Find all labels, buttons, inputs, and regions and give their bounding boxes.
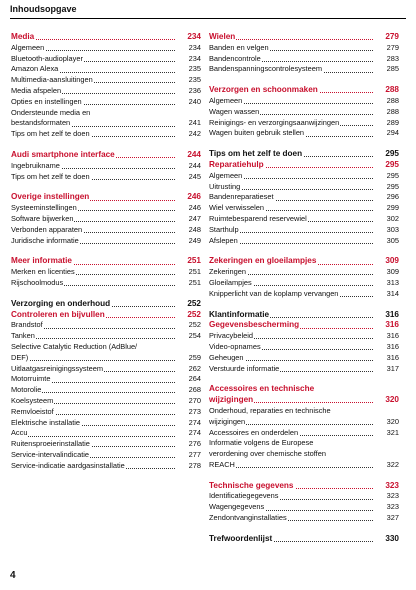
toc-entry-title: Verbonden apparaten	[11, 224, 83, 234]
toc-entry[interactable]	[11, 418, 201, 429]
toc-entry-title: REACH	[209, 459, 235, 469]
toc-entry[interactable]	[209, 289, 399, 300]
toc-entry-title: Onderhoud, reparaties en technische	[209, 405, 331, 415]
toc-page-number: 283	[375, 54, 399, 65]
toc-page-number: 252	[177, 299, 201, 310]
toc-page-number: 245	[177, 172, 201, 183]
toc-entry[interactable]	[209, 406, 399, 417]
toc-entry-title: Reinigings- en verzorgingsaanwijzingen	[209, 117, 340, 127]
toc-entry-title: Accessoires en technische	[209, 384, 315, 394]
toc-entry-title: Algemeen	[209, 95, 243, 105]
toc-entry[interactable]	[11, 461, 201, 472]
toc-entry-title: Overige instellingen	[11, 192, 90, 202]
toc-entry-title: Remvloeistof	[11, 406, 54, 416]
toc-entry[interactable]	[209, 182, 399, 193]
toc-page-number: 323	[375, 481, 399, 492]
toc-entry-title: Elektrische installatie	[11, 417, 81, 427]
toc-entry[interactable]	[11, 450, 201, 461]
toc-page-number: 295	[375, 160, 399, 171]
toc-page-number: 248	[177, 225, 201, 236]
toc-entry-title: Accu	[11, 428, 28, 438]
toc-entry-title: Accessoires en onderdelen	[209, 427, 299, 437]
toc-entry[interactable]	[11, 342, 201, 353]
toc-entry[interactable]	[209, 449, 399, 460]
toc-section-heading[interactable]	[209, 320, 399, 331]
toc-entry[interactable]	[11, 75, 201, 86]
toc-entry[interactable]	[209, 107, 399, 118]
toc-page-number: 244	[177, 161, 201, 172]
toc-entry-title: verordening over chemische stoffen	[209, 449, 326, 459]
toc-page-number: 289	[375, 118, 399, 129]
toc-entry-title: Tanken	[11, 331, 35, 341]
toc-entry-title: Knipperlicht van de koplamp vervangen	[209, 288, 339, 298]
toc-entry[interactable]	[11, 428, 201, 439]
toc-entry[interactable]	[11, 331, 201, 342]
toc-entry-title: Media	[11, 32, 35, 41]
toc-page-number: 299	[375, 203, 399, 214]
toc-entry-title: Koelsysteem	[11, 395, 54, 405]
toc-entry-title: Service-intervalindicatie	[11, 449, 90, 459]
toc-entry-title: Bandenreparatieset	[209, 192, 274, 202]
toc-page-number: 234	[177, 54, 201, 65]
toc-entry-title: Informatie volgens de Europese	[209, 438, 314, 448]
toc-page-number: 240	[177, 97, 201, 108]
toc-entry-title: Media afspelen	[11, 85, 62, 95]
toc-entry[interactable]	[209, 192, 399, 203]
toc-page-number: 317	[375, 364, 399, 375]
toc-page-number: 305	[375, 236, 399, 247]
toc-page-number: 241	[177, 118, 201, 129]
toc-entry-title: Tips om het zelf te doen	[11, 171, 90, 181]
toc-entry-title: Privacybeleid	[209, 331, 253, 341]
toc-page-number: 321	[375, 428, 399, 439]
page-header	[10, 4, 406, 19]
toc-page-number: 309	[375, 256, 399, 267]
toc-page-number: 268	[177, 385, 201, 396]
page-title: Inhoudsopgave	[10, 4, 77, 14]
toc-entry-title: Wielen	[209, 32, 236, 41]
toc-entry[interactable]	[209, 64, 399, 75]
toc-entry-title: Ruimtebesparend reservewiel	[209, 213, 307, 223]
toc-entry-title: Video-opnames	[209, 341, 261, 351]
toc-section-heading[interactable]	[11, 32, 201, 43]
toc-page-number: 274	[177, 418, 201, 429]
toc-page-number: 274	[177, 428, 201, 439]
toc-page-number: 330	[375, 534, 399, 545]
toc-page-number: 251	[177, 256, 201, 267]
toc-entry-title: Motorruimte	[11, 374, 51, 384]
toc-page-number: 288	[375, 96, 399, 107]
toc-entry-title: Algemeen	[209, 170, 243, 180]
toc-page-number: 249	[177, 236, 201, 247]
toc-entry-title: Controleren en bijvullen	[11, 309, 105, 319]
toc-entry[interactable]	[209, 171, 399, 182]
page-number: 4	[10, 570, 16, 581]
toc-entry[interactable]	[209, 460, 399, 471]
toc-column-right	[209, 32, 399, 545]
toc-page-number: 316	[375, 353, 399, 364]
toc-entry-title: Wagengegevens	[209, 502, 265, 512]
toc-page-number: 251	[177, 267, 201, 278]
toc-entry-title: Wagen wassen	[209, 106, 260, 116]
toc-page-number: 234	[177, 43, 201, 54]
toc-section-heading[interactable]	[209, 384, 399, 395]
toc-entry-title: DEF)	[11, 352, 29, 362]
dot-leader	[11, 436, 175, 437]
dot-leader	[11, 360, 175, 361]
toc-entry[interactable]	[209, 236, 399, 247]
toc-entry[interactable]	[209, 214, 399, 225]
toc-entry[interactable]	[209, 417, 399, 428]
toc-entry-title: Klantinformatie	[209, 309, 270, 319]
toc-entry-title: Gegevensbescherming	[209, 320, 300, 330]
toc-entry[interactable]	[209, 278, 399, 289]
toc-entry[interactable]	[209, 267, 399, 278]
toc-section-heading[interactable]	[209, 160, 399, 171]
toc-entry[interactable]	[11, 396, 201, 407]
toc-page-number: 264	[177, 374, 201, 385]
toc-page-number: 322	[375, 460, 399, 471]
toc-entry-title: Meer informatie	[11, 256, 72, 266]
toc-entry-title: Bandencontrole	[209, 53, 261, 63]
toc-page-number: 323	[375, 491, 399, 502]
toc-page-number: 279	[375, 32, 399, 43]
toc-entry[interactable]	[11, 374, 201, 385]
toc-page-number: 270	[177, 396, 201, 407]
toc-page-number: 246	[177, 192, 201, 203]
toc-entry[interactable]	[209, 353, 399, 364]
toc-page-number: 323	[375, 502, 399, 513]
toc-page-number: 279	[375, 43, 399, 54]
toc-entry[interactable]	[11, 86, 201, 97]
toc-entry[interactable]	[11, 97, 201, 108]
toc-page-number: 236	[177, 86, 201, 97]
toc-page-number: 288	[375, 107, 399, 118]
toc-entry-title: Merken en licenties	[11, 267, 75, 277]
toc-entry-title: Rijschoolmodus	[11, 277, 64, 287]
toc-section-heading[interactable]	[209, 85, 399, 96]
toc-entry[interactable]	[209, 54, 399, 65]
toc-page-number: 320	[375, 417, 399, 428]
toc-entry[interactable]	[209, 502, 399, 513]
toc-entry-title: Zekeringen	[209, 267, 246, 277]
toc-entry[interactable]	[209, 438, 399, 449]
toc-page-number: 295	[375, 171, 399, 182]
toc-entry-title: Service-indicatie aardgasinstallatie	[11, 460, 125, 470]
toc-section-heading[interactable]	[209, 32, 399, 43]
dot-leader	[11, 39, 175, 40]
toc-entry[interactable]	[11, 129, 201, 140]
toc-page-number: 242	[177, 129, 201, 140]
toc-page-number: 316	[375, 320, 399, 331]
toc-entry-title: Ondersteunde media en	[11, 107, 91, 117]
toc-entry[interactable]	[11, 54, 201, 65]
toc-page-number: 259	[177, 353, 201, 364]
toc-page-number: 247	[177, 214, 201, 225]
toc-page-number: 285	[375, 64, 399, 75]
toc-section-heading[interactable]	[209, 256, 399, 267]
toc-entry[interactable]	[209, 331, 399, 342]
toc-entry-title: Ruitensproeierinstallatie	[11, 439, 90, 449]
toc-entry-title: Systeeminstellingen	[11, 203, 77, 213]
toc-entry[interactable]	[11, 214, 201, 225]
toc-section-heading[interactable]	[209, 310, 399, 321]
toc-entry[interactable]	[11, 439, 201, 450]
toc-page-number: 296	[375, 192, 399, 203]
toc-entry[interactable]	[11, 43, 201, 54]
toc-entry[interactable]	[11, 64, 201, 75]
toc-page-number: 294	[375, 128, 399, 139]
toc-entry-title: Opties en instellingen	[11, 96, 82, 106]
toc-entry-title: Banden en velgen	[209, 42, 269, 52]
toc-page-number: 252	[177, 320, 201, 331]
toc-entry-title: Geheugen	[209, 352, 244, 362]
toc-section-heading[interactable]	[11, 310, 201, 321]
toc-page-number: 235	[177, 64, 201, 75]
toc-page-number: 262	[177, 364, 201, 375]
toc-page-number: 251	[177, 278, 201, 289]
toc-entry[interactable]	[209, 118, 399, 129]
toc-page-number: 314	[375, 289, 399, 300]
toc-entry-title: Verzorgen en schoonmaken	[209, 85, 318, 95]
toc-page-number: 302	[375, 214, 399, 225]
toc-entry[interactable]	[209, 225, 399, 236]
toc-page-number: 288	[375, 85, 399, 96]
toc-entry-title: Afslepen	[209, 235, 238, 245]
toc-column-left	[11, 32, 201, 471]
toc-entry-title: Verstuurde informatie	[209, 363, 280, 373]
toc-page-number: 295	[375, 182, 399, 193]
toc-entry[interactable]	[11, 236, 201, 247]
toc-section-heading[interactable]	[11, 192, 201, 203]
toc-entry-title: Software bijwerken	[11, 213, 74, 223]
toc-entry-title: Ingebruikname	[11, 160, 60, 170]
toc-entry-title: Gloeilampjes	[209, 277, 252, 287]
toc-entry[interactable]	[11, 108, 201, 119]
toc-entry[interactable]	[209, 342, 399, 353]
toc-entry-title: Zekeringen en gloeilampjes	[209, 256, 317, 266]
toc-entry-title: bestandsformaten	[11, 118, 71, 128]
toc-section-heading[interactable]	[209, 481, 399, 492]
toc-entry[interactable]	[11, 385, 201, 396]
toc-entry-title: Reparatiehulp	[209, 159, 264, 169]
toc-page-number: 252	[177, 310, 201, 321]
toc-entry-title: Technische gegevens	[209, 480, 294, 490]
toc-section-heading[interactable]	[11, 150, 201, 161]
toc-entry-title: Multimedia-aansluitingen	[11, 75, 93, 85]
toc-page-number: 316	[375, 310, 399, 321]
toc-page-number: 246	[177, 203, 201, 214]
toc-entry-title: Algemeen	[11, 42, 45, 52]
toc-section-heading[interactable]	[209, 395, 399, 406]
toc-entry-title: Bluetooth-audioplayer	[11, 53, 83, 63]
toc-entry-title: wijzigingen	[209, 416, 246, 426]
toc-page-number: 276	[177, 439, 201, 450]
toc-page-number: 316	[375, 342, 399, 353]
toc-entry-title: Starthulp	[209, 224, 239, 234]
toc-entry-title: wijzigingen	[209, 395, 254, 405]
toc-entry-title: Verzorging en onderhoud	[11, 298, 111, 308]
toc-entry-title: Brandstof	[11, 320, 43, 330]
toc-entry-title: Motorolie	[11, 385, 42, 395]
toc-page-number: 313	[375, 278, 399, 289]
toc-page-number: 309	[375, 267, 399, 278]
toc-page-number: 278	[177, 461, 201, 472]
toc-page-number: 327	[375, 513, 399, 524]
toc-entry[interactable]	[209, 513, 399, 524]
toc-entry-title: Wagen buiten gebruik stellen	[209, 128, 305, 138]
toc-entry[interactable]	[11, 353, 201, 364]
toc-entry-title: Amazon Alexa	[11, 64, 59, 74]
toc-page-number: 234	[177, 32, 201, 43]
toc-entry[interactable]	[209, 364, 399, 375]
toc-section-heading[interactable]	[11, 299, 201, 310]
toc-entry-title: Zendontvanginstallaties	[209, 513, 287, 523]
toc-entry[interactable]	[11, 364, 201, 375]
toc-entry-title: Uitrusting	[209, 181, 241, 191]
toc-entry-title: Wiel verwisselen	[209, 203, 265, 213]
toc-section-heading[interactable]	[209, 149, 399, 160]
toc-entry[interactable]	[11, 407, 201, 418]
toc-page-number: 254	[177, 331, 201, 342]
toc-page-number: 273	[177, 407, 201, 418]
toc-page-number: 320	[375, 395, 399, 406]
toc-page-number: 244	[177, 150, 201, 161]
toc-entry-title: Uitlaatgasreinigingssysteem	[11, 363, 104, 373]
toc-page-number: 303	[375, 225, 399, 236]
toc-page-number: 235	[177, 75, 201, 86]
toc-entry-title: Bandenspanningscontrolesysteem	[209, 64, 322, 74]
toc-section-heading[interactable]	[11, 256, 201, 267]
toc-entry[interactable]	[11, 225, 201, 236]
toc-entry[interactable]	[209, 491, 399, 502]
toc-entry-title: Trefwoordenlijst	[209, 533, 273, 543]
toc-entry-title: Identificatiegegevens	[209, 491, 279, 501]
toc-entry[interactable]	[209, 128, 399, 139]
toc-entry-title: Selective Catalytic Reduction (AdBlue/	[11, 341, 138, 351]
toc-entry[interactable]	[11, 172, 201, 183]
toc-entry[interactable]	[11, 161, 201, 172]
toc-entry[interactable]	[209, 96, 399, 107]
toc-entry-title: Juridische informatie	[11, 235, 79, 245]
toc-entry[interactable]	[11, 203, 201, 214]
toc-entry-title: Tips om het zelf te doen	[11, 129, 90, 139]
toc-entry[interactable]	[11, 118, 201, 129]
toc-page-number: 316	[375, 331, 399, 342]
toc-page-number: 277	[177, 450, 201, 461]
toc-entry[interactable]	[11, 320, 201, 331]
toc-entry-title: Audi smartphone interface	[11, 149, 115, 159]
toc-entry[interactable]	[209, 43, 399, 54]
toc-page-number: 295	[375, 149, 399, 160]
toc-section-heading[interactable]	[209, 534, 399, 545]
toc-entry[interactable]	[209, 203, 399, 214]
toc-entry-title: Tips om het zelf te doen	[209, 149, 303, 159]
toc-entry[interactable]	[11, 278, 201, 289]
toc-entry[interactable]	[209, 428, 399, 439]
toc-entry[interactable]	[11, 267, 201, 278]
